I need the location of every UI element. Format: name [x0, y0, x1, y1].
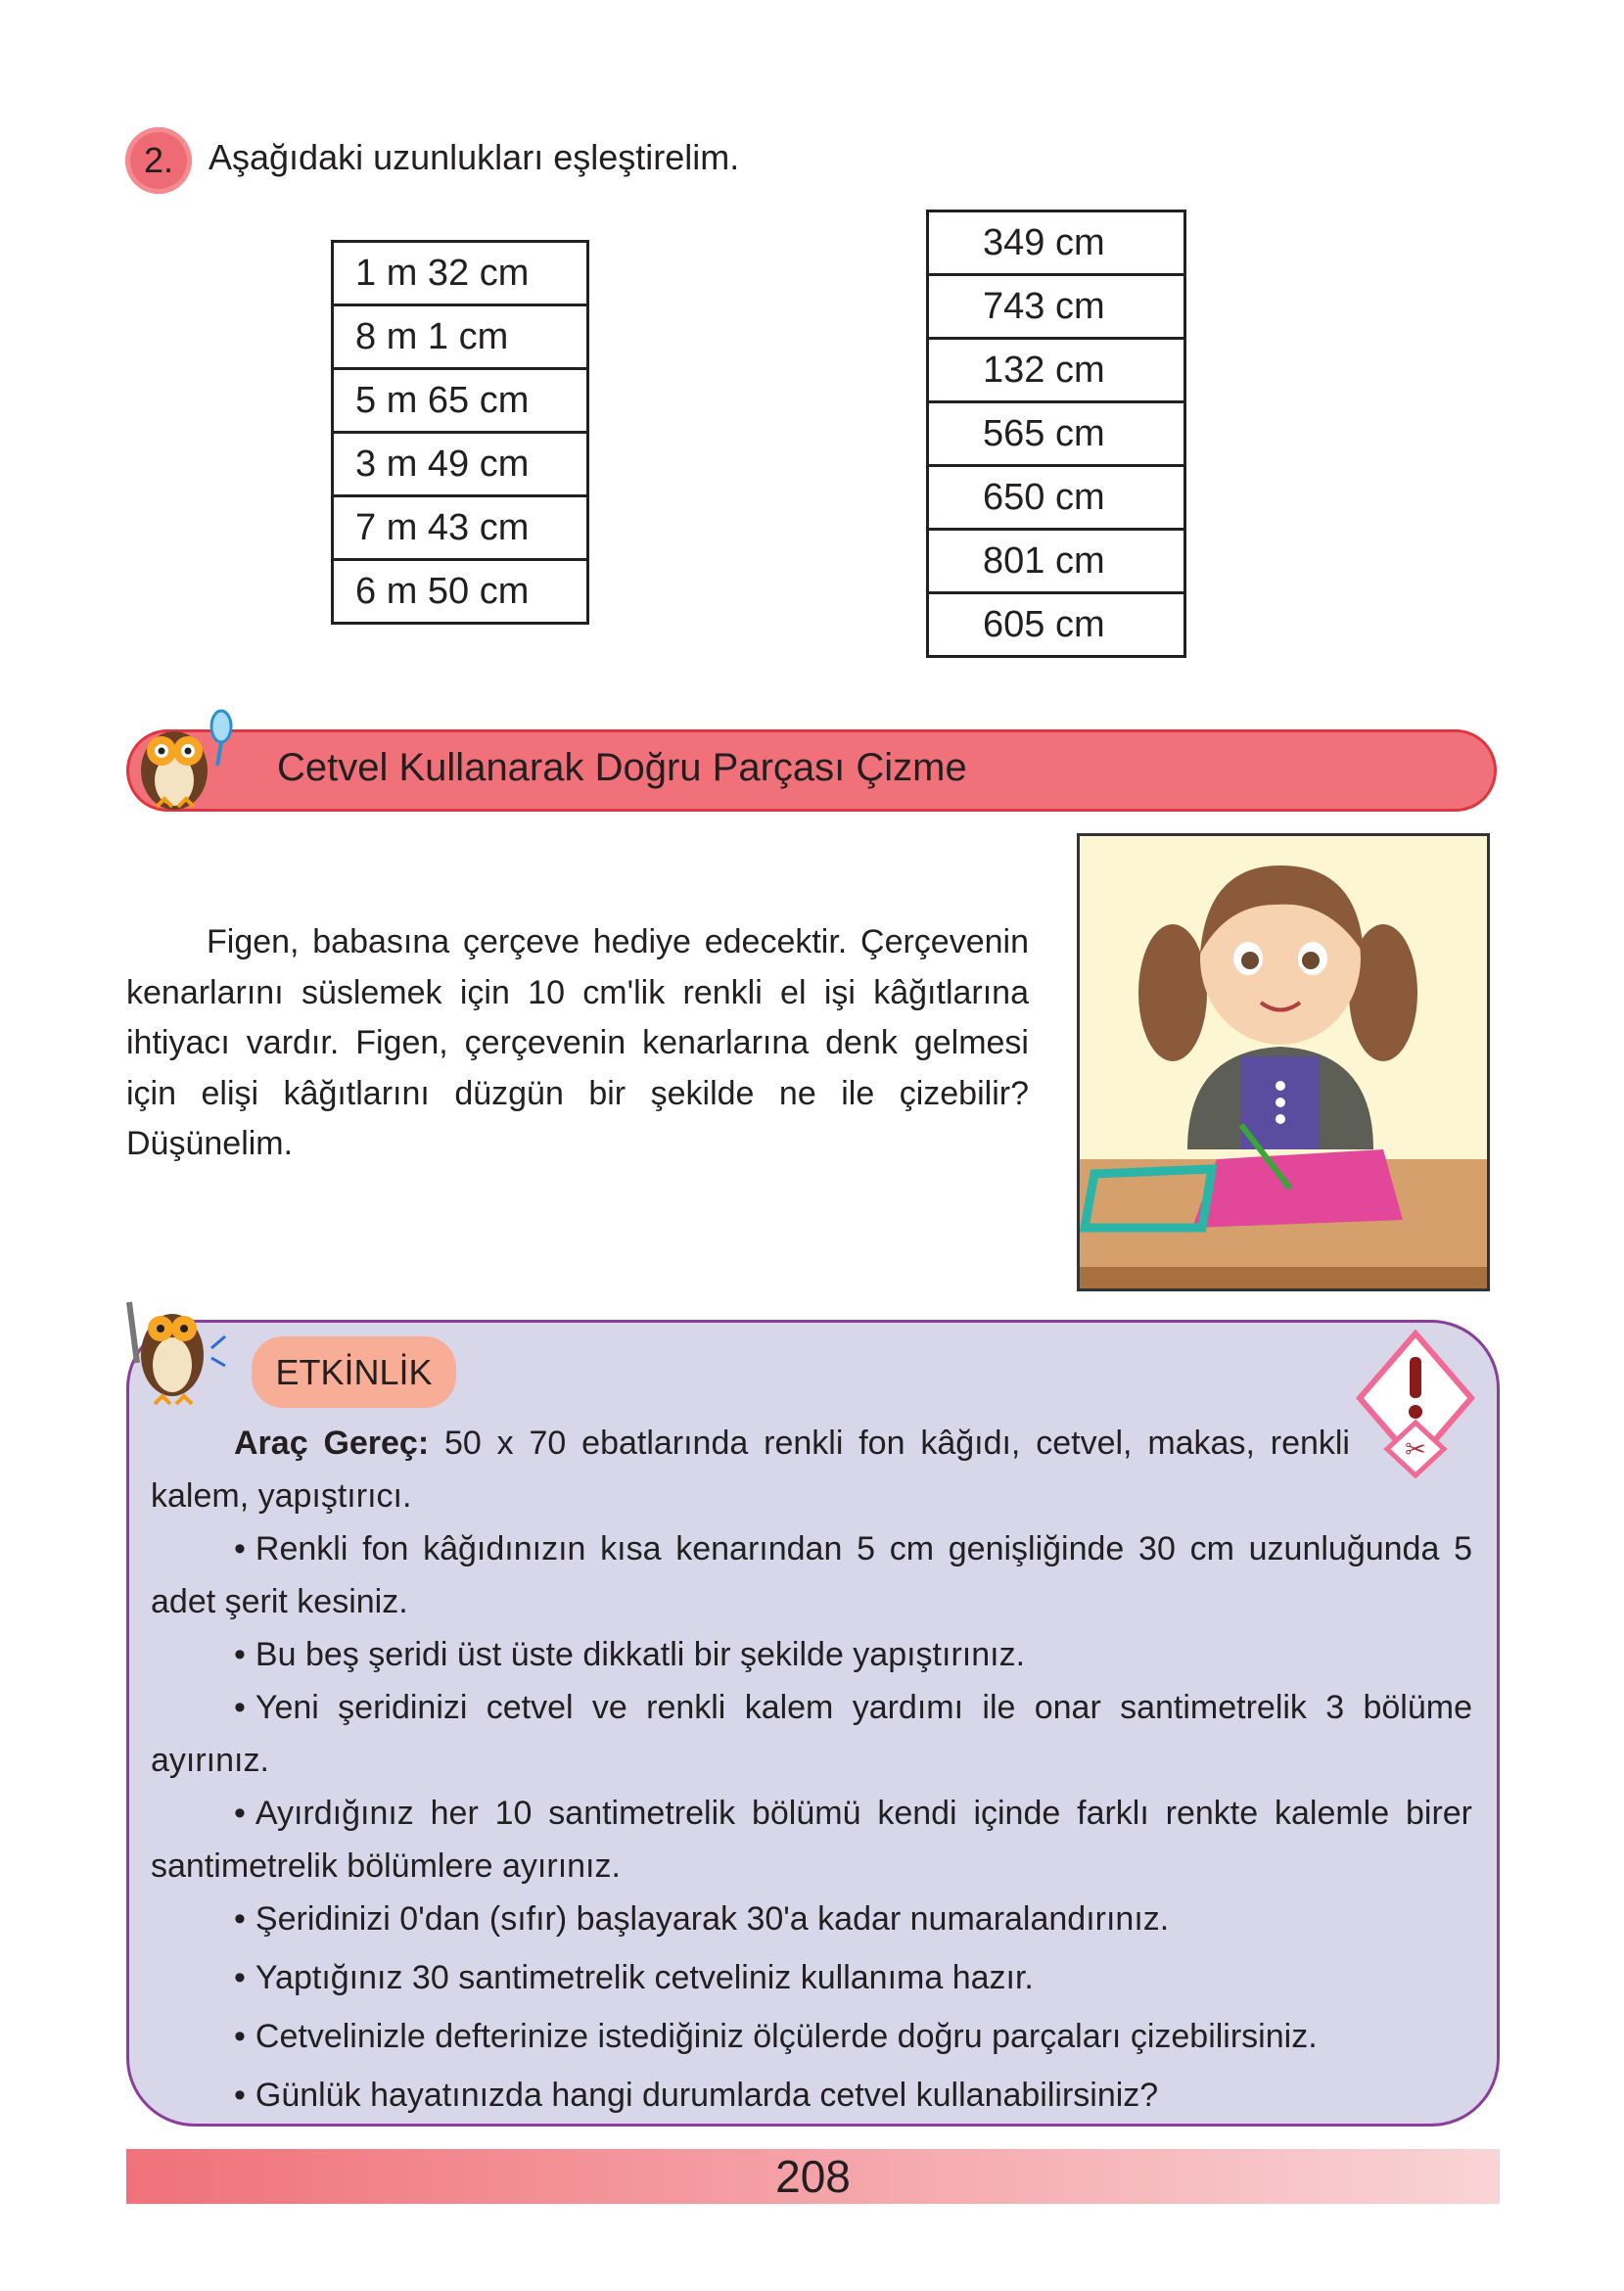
bullet-icon: •	[234, 1689, 246, 1726]
right-length-table	[926, 210, 1186, 658]
question-title: Aşağıdaki uzunlukları eşleştirelim.	[209, 137, 740, 177]
step-text: Yaptığınız 30 santimetrelik cetveliniz kullanıma hazır.	[255, 1959, 1034, 1996]
activity-step	[151, 1681, 1472, 1787]
page-number: 208	[775, 2151, 851, 2202]
table-row	[928, 339, 1185, 402]
table-row	[928, 275, 1185, 339]
bullet-icon: •	[234, 1959, 246, 1996]
left-length-table	[331, 240, 589, 625]
table-row	[333, 242, 588, 305]
question-number-badge	[125, 127, 192, 194]
length-cell: 565 cm	[928, 402, 1185, 466]
length-cell: 650 cm	[928, 466, 1185, 530]
bullet-icon: •	[234, 2077, 246, 2114]
step-text: Ayırdığınız her 10 santimetrelik bölümü kendi içinde farklı renkte kalemle birer santimetrelik bölümlere ayırınız.	[151, 1795, 1472, 1885]
svg-text:✂: ✂	[1405, 1435, 1426, 1465]
table-row	[333, 560, 588, 624]
table-row	[928, 593, 1185, 657]
table-row	[333, 305, 588, 369]
step-text: Yeni şeridinizi cetvel ve renkli kalem yardımı ile onar santimetrelik 3 bölüme ayırınız.	[151, 1689, 1472, 1779]
activity-label	[252, 1336, 456, 1408]
table-row	[928, 530, 1185, 593]
table-row	[333, 496, 588, 560]
activity-label-text: ETKİNLİK	[275, 1351, 433, 1392]
activity-step	[151, 2010, 1472, 2063]
bullet-icon: •	[234, 1530, 246, 1567]
table-row	[928, 402, 1185, 466]
step-text: Bu beş şeridi üst üste dikkatli bir şekilde yapıştırınız.	[255, 1636, 1026, 1673]
activity-steps	[151, 1522, 1472, 2127]
step-text: Cetvelinizle defterinize istediğiniz ölçülerde doğru parçaları çizebilirsiniz.	[255, 2018, 1318, 2055]
step-text: Renkli fon kâğıdınızın kısa kenarından 5 cm genişliğinde 30 cm uzunluğunda 5 adet şerit kesiniz.	[151, 1530, 1472, 1620]
owl-magnifier-icon	[127, 697, 240, 815]
section-title: Cetvel Kullanarak Doğru Parçası Çizme	[277, 746, 967, 789]
length-cell: 6 m 50 cm	[333, 560, 588, 624]
length-cell: 605 cm	[928, 593, 1185, 657]
table-row	[333, 433, 588, 496]
materials-text: 50 x 70 ebatlarında renkli fon kâğıdı, cetvel, makas, renkli kalem, yapıştırıcı.	[151, 1425, 1350, 1515]
length-cell: 7 m 43 cm	[333, 496, 588, 560]
length-cell: 5 m 65 cm	[333, 369, 588, 433]
bullet-icon: •	[234, 2018, 246, 2055]
table-row	[333, 369, 588, 433]
owl-ruler-icon	[116, 1294, 238, 1412]
bullet-icon: •	[234, 1900, 246, 1938]
activity-step	[151, 2069, 1472, 2122]
length-cell: 743 cm	[928, 275, 1185, 339]
activity-step	[151, 1893, 1472, 1945]
activity-step	[151, 1951, 1472, 2004]
length-cell: 132 cm	[928, 339, 1185, 402]
step-text: Şeridinizi 0'dan (sıfır) başlayarak 30'a kadar numaralandırınız.	[255, 1900, 1170, 1938]
materials-label: Araç Gereç:	[234, 1425, 430, 1462]
bullet-icon: •	[234, 1636, 246, 1673]
length-cell: 3 m 49 cm	[333, 433, 588, 496]
activity-step	[151, 1522, 1472, 1628]
bullet-icon: •	[234, 1795, 246, 1832]
activity-step	[151, 1787, 1472, 1893]
length-cell: 801 cm	[928, 530, 1185, 593]
girl-drawing-illustration	[1077, 833, 1490, 1291]
length-cell: 1 m 32 cm	[333, 242, 588, 305]
length-cell: 349 cm	[928, 211, 1185, 275]
activity-step	[151, 1628, 1472, 1681]
warning-scissors-icon	[1354, 1330, 1477, 1478]
table-row	[928, 466, 1185, 530]
table-row	[928, 211, 1185, 275]
materials-paragraph	[151, 1417, 1350, 1522]
length-cell: 8 m 1 cm	[333, 305, 588, 369]
intro-paragraph: Figen, babasına çerçeve hediye edecektir. Çerçevenin kenarlarını süslemek için 10 cm'lik renkli el işi kâğıtlarına ihtiyacı vardır. Figen, çerçevenin kenarlarına denk gelmesi için elişi kâğıtlarını düzgün bir şekilde ne ile çizebilir? Düşünelim.	[126, 923, 1029, 1162]
step-text: Günlük hayatınızda hangi durumlarda cetvel kullanabilirsiniz?	[255, 2077, 1159, 2114]
question-number: 2.	[143, 140, 174, 180]
